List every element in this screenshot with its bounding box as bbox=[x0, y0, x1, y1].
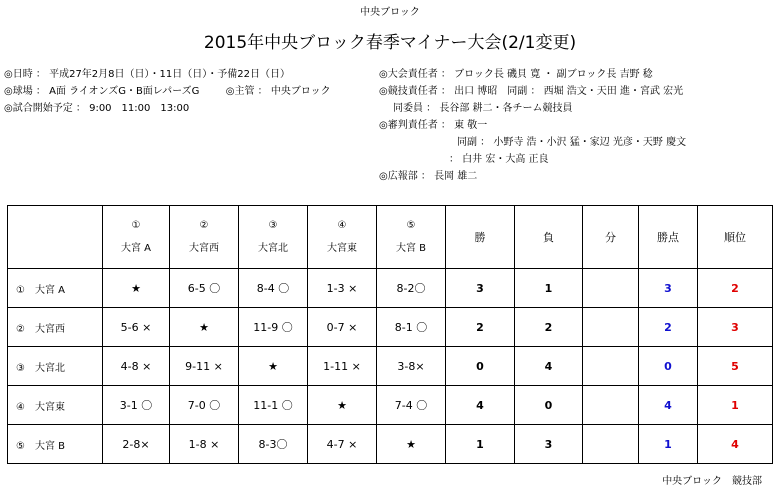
draws-cell bbox=[583, 347, 639, 386]
rank-cell: 2 bbox=[698, 269, 773, 308]
info-host: ◎主管 ： 中央ブロック bbox=[225, 86, 331, 97]
result-cell: 3-1 〇 bbox=[103, 386, 170, 425]
page-title: 2015年中央ブロック春季マイナー大会(2/1変更) bbox=[203, 33, 577, 53]
info-field-text: ◎球場 ： A面 ライオンズG・B面レパーズG bbox=[4, 86, 200, 97]
col-header: ⑤ 大宮 B bbox=[377, 206, 446, 269]
result-cell: 4-7 × bbox=[308, 425, 377, 464]
table-row bbox=[8, 425, 773, 464]
rank-cell: 3 bbox=[698, 308, 773, 347]
result-cell: ★ bbox=[103, 269, 170, 308]
result-cell: 8-1 〇 bbox=[377, 308, 446, 347]
rank-cell: 1 bbox=[698, 386, 773, 425]
losses-cell: 2 bbox=[515, 308, 583, 347]
results-table bbox=[7, 205, 773, 464]
col-header: ③ 大宮北 bbox=[239, 206, 308, 269]
result-cell: 6-5 〇 bbox=[170, 269, 239, 308]
points-cell: 1 bbox=[639, 425, 698, 464]
table-row bbox=[8, 308, 773, 347]
result-cell: 7-0 〇 bbox=[170, 386, 239, 425]
header-rank: 順位 bbox=[698, 206, 773, 269]
col-header: ② 大宮西 bbox=[170, 206, 239, 269]
points-cell: 0 bbox=[639, 347, 698, 386]
result-cell: 4-8 × bbox=[103, 347, 170, 386]
header-draws: 分 bbox=[583, 206, 639, 269]
losses-cell: 0 bbox=[515, 386, 583, 425]
info-left bbox=[4, 66, 331, 117]
info-field bbox=[4, 83, 331, 100]
info-umpire-deputy-2: ： 白井 宏・大高 正良 bbox=[449, 154, 549, 165]
info-date: ◎日時 ： 平成27年2月8日（日）・11日（日）・予備22日（日） bbox=[4, 69, 290, 80]
result-cell: 0-7 × bbox=[308, 308, 377, 347]
wins-cell: 2 bbox=[446, 308, 515, 347]
col-header: ① 大宮 A bbox=[103, 206, 170, 269]
draws-cell bbox=[583, 308, 639, 347]
table-row bbox=[8, 347, 773, 386]
result-cell: ★ bbox=[308, 386, 377, 425]
points-cell: 4 bbox=[639, 386, 698, 425]
result-cell: 2-8× bbox=[103, 425, 170, 464]
result-cell: 11-9 〇 bbox=[239, 308, 308, 347]
row-label: ② 大宮西 bbox=[8, 308, 103, 347]
result-cell: 7-4 〇 bbox=[377, 386, 446, 425]
draws-cell bbox=[583, 425, 639, 464]
info-pr: ◎広報部 ： 長岡 雄二 bbox=[379, 171, 478, 182]
header-wins: 勝 bbox=[446, 206, 515, 269]
info-right bbox=[379, 66, 686, 185]
result-cell: 8-3〇 bbox=[239, 425, 308, 464]
footer-credit: 中央ブロック 競技部 bbox=[662, 476, 762, 487]
result-cell: ★ bbox=[239, 347, 308, 386]
result-cell: 8-2〇 bbox=[377, 269, 446, 308]
rank-cell: 4 bbox=[698, 425, 773, 464]
table-row bbox=[8, 386, 773, 425]
info-tournament-director: ◎大会責任者 ： ブロック長 磯貝 寛 ・ 副ブロック長 吉野 稔 bbox=[379, 69, 653, 80]
losses-cell: 3 bbox=[515, 425, 583, 464]
info-committee: 同委員 ： 長谷部 耕二・各チーム競技員 bbox=[393, 103, 573, 114]
info-start-times: ◎試合開始予定 ： 9:00 11:00 13:00 bbox=[4, 103, 190, 114]
result-cell: 1-3 × bbox=[308, 269, 377, 308]
header-losses: 負 bbox=[515, 206, 583, 269]
corner-cell bbox=[8, 206, 103, 269]
info-umpire-deputy: 同副 ： 小野寺 浩・小沢 猛・家辺 光彦・天野 慶文 bbox=[457, 137, 687, 148]
result-cell: 1-11 × bbox=[308, 347, 377, 386]
result-cell: 5-6 × bbox=[103, 308, 170, 347]
result-cell: 1-8 × bbox=[170, 425, 239, 464]
info-umpire-director: ◎審判責任者 ： 東 敬一 bbox=[379, 120, 488, 131]
info-competition-director: ◎競技責任者 ： 出口 博昭 同副 ： 西堀 浩文・天田 進・宮武 宏光 bbox=[379, 86, 684, 97]
points-cell: 3 bbox=[639, 269, 698, 308]
table-row bbox=[8, 269, 773, 308]
draws-cell bbox=[583, 269, 639, 308]
wins-cell: 1 bbox=[446, 425, 515, 464]
header-points: 勝点 bbox=[639, 206, 698, 269]
wins-cell: 3 bbox=[446, 269, 515, 308]
row-label: ③ 大宮北 bbox=[8, 347, 103, 386]
losses-cell: 1 bbox=[515, 269, 583, 308]
wins-cell: 0 bbox=[446, 347, 515, 386]
result-cell: ★ bbox=[170, 308, 239, 347]
result-cell: 11-1 〇 bbox=[239, 386, 308, 425]
rank-cell: 5 bbox=[698, 347, 773, 386]
losses-cell: 4 bbox=[515, 347, 583, 386]
col-header: ④ 大宮東 bbox=[308, 206, 377, 269]
points-cell: 2 bbox=[639, 308, 698, 347]
row-label: ⑤ 大宮 B bbox=[8, 425, 103, 464]
result-cell: 9-11 × bbox=[170, 347, 239, 386]
wins-cell: 4 bbox=[446, 386, 515, 425]
block-header: 中央ブロック bbox=[360, 7, 420, 18]
draws-cell bbox=[583, 386, 639, 425]
row-label: ④ 大宮東 bbox=[8, 386, 103, 425]
result-cell: 8-4 〇 bbox=[239, 269, 308, 308]
result-cell: ★ bbox=[377, 425, 446, 464]
table-header-row bbox=[8, 206, 773, 269]
row-label: ① 大宮 A bbox=[8, 269, 103, 308]
result-cell: 3-8× bbox=[377, 347, 446, 386]
